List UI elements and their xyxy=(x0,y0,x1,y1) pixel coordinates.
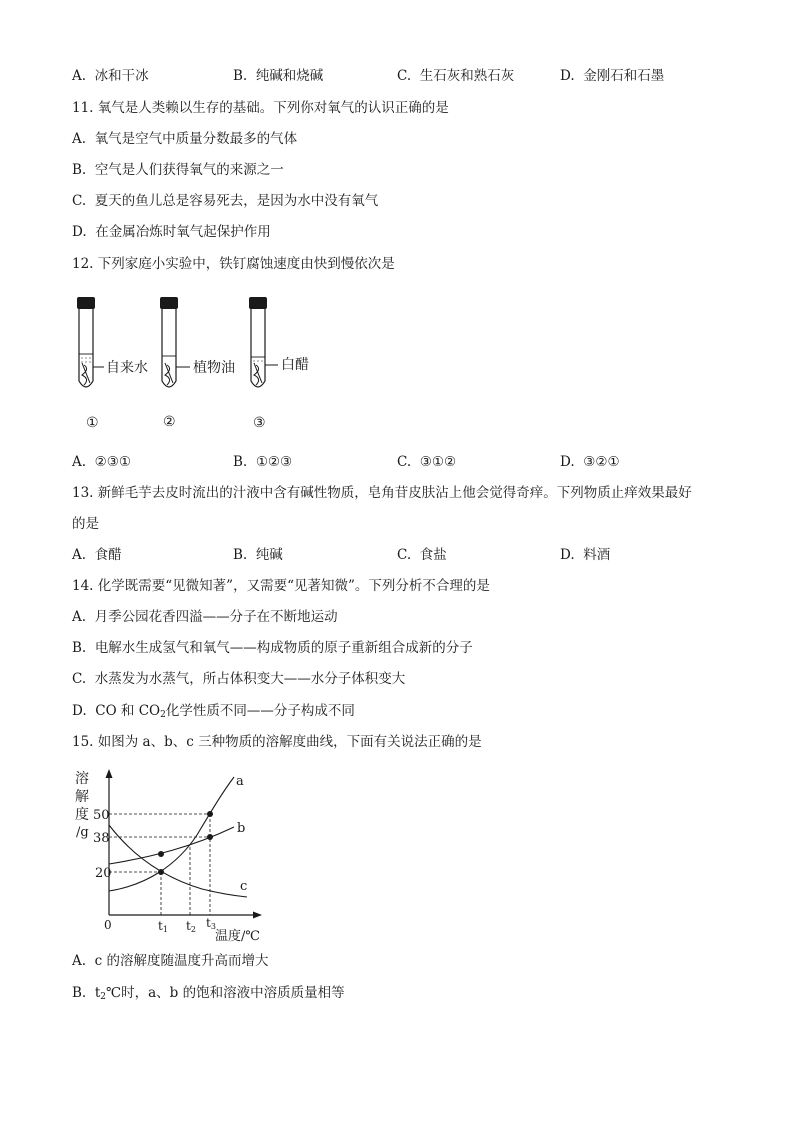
x-axis-arrow-icon xyxy=(253,912,262,919)
option-letter: A. xyxy=(72,953,87,969)
option-letter: B. xyxy=(72,985,87,1001)
tube-2-liquid-label: 植物油 xyxy=(193,360,235,376)
q11-option-b xyxy=(72,161,284,179)
q13-option-d xyxy=(560,546,610,564)
q11-stem: 11. 氧气是人类赖以生存的基础。下列你对氧气的认识正确的是 xyxy=(72,100,449,116)
curve-c-label: c xyxy=(240,879,248,894)
q13-option-b xyxy=(233,546,283,564)
option-letter: B. xyxy=(233,454,248,470)
x-tick-t1: t1 xyxy=(158,919,168,934)
option-text: ①②③ xyxy=(255,454,293,470)
curve-a-label: a xyxy=(236,774,244,789)
x-tick-t3: t3 xyxy=(206,916,216,931)
option-letter: C. xyxy=(397,547,412,563)
q15-option-b xyxy=(72,984,345,1006)
option-letter: D. xyxy=(72,224,87,240)
option-text: 氧气是空气中质量分数最多的气体 xyxy=(94,131,298,147)
option-letter: D. xyxy=(560,68,575,84)
x-tick-t2: t2 xyxy=(186,919,196,934)
origin-label: 0 xyxy=(104,918,112,932)
point-b-t1 xyxy=(158,851,164,857)
option-text-before: CO 和 CO xyxy=(95,703,161,719)
q12-option-d xyxy=(560,453,620,471)
curve-b-label: b xyxy=(237,821,246,836)
q14-option-c xyxy=(72,670,405,688)
q10-option-d xyxy=(560,67,664,85)
tube-3-number: ③ xyxy=(253,415,266,431)
q14-option-b xyxy=(72,639,473,657)
option-letter: C. xyxy=(397,454,412,470)
option-letter: B. xyxy=(72,162,87,178)
q12-option-a xyxy=(72,453,131,471)
q13-stem-line-1: 13. 新鲜毛芋去皮时流出的汁液中含有碱性物质，皂角苷皮肤沾上他会觉得奇痒。下列物质止痒效果最好 xyxy=(72,485,692,501)
option-text: 冰和干冰 xyxy=(94,68,149,84)
option-text: 空气是人们获得氧气的来源之一 xyxy=(94,162,284,178)
q13-option-a xyxy=(72,546,122,564)
q14-option-a xyxy=(72,608,338,626)
point-ac-t1 xyxy=(158,869,164,875)
guide-lines xyxy=(109,814,210,915)
option-letter: B. xyxy=(72,640,87,656)
option-text: ②③① xyxy=(94,454,131,470)
option-text-after: ℃时，a、b 的饱和溶液中溶质质量相等 xyxy=(105,985,345,1001)
q11-option-a xyxy=(72,130,297,148)
option-letter: A. xyxy=(72,68,87,84)
tube-1-number: ① xyxy=(86,415,99,431)
x-axis-label: 温度/℃ xyxy=(215,929,260,944)
option-letter: A. xyxy=(72,131,87,147)
option-text: 水蒸发为水蒸气，所占体积变大——水分子体积变大 xyxy=(94,671,406,687)
y-tick-38: 38 xyxy=(93,831,110,846)
solubility-curve-figure xyxy=(62,765,282,945)
option-text: 纯碱 xyxy=(255,547,283,563)
test-tubes-figure xyxy=(60,293,380,438)
y-tick-20: 20 xyxy=(95,866,112,881)
q12-stem: 12. 下列家庭小实验中，铁钉腐蚀速度由快到慢依次是 xyxy=(72,256,395,272)
q13-stem-line-2: 的是 xyxy=(72,516,99,532)
y-label-3: 度 xyxy=(75,807,89,823)
y-label-1: 溶 xyxy=(75,771,89,787)
q15-option-a xyxy=(72,952,269,970)
option-text: 月季公园花香四溢——分子在不断地运动 xyxy=(94,609,338,625)
option-letter: D. xyxy=(72,703,87,719)
option-text: 电解水生成氢气和氧气——构成物质的原子重新组合成新的分子 xyxy=(94,640,473,656)
q12-option-c xyxy=(397,453,456,471)
q11-option-d xyxy=(72,223,271,241)
option-text: 生石灰和熟石灰 xyxy=(419,68,515,84)
y-label-4: /g xyxy=(76,825,89,840)
option-text: ③②① xyxy=(583,454,620,470)
point-b-t3 xyxy=(207,834,213,840)
option-letter: C. xyxy=(397,68,412,84)
option-letter: A. xyxy=(72,547,87,563)
q13-option-c xyxy=(397,546,447,564)
option-text: 纯碱和烧碱 xyxy=(255,68,324,84)
option-text: c 的溶解度随温度升高而增大 xyxy=(94,953,269,969)
q10-option-b xyxy=(233,67,323,85)
point-a-t3 xyxy=(207,811,213,817)
q15-stem: 15. 如图为 a、b、c 三种物质的溶解度曲线，下面有关说法正确的是 xyxy=(72,734,482,750)
option-text: 在金属冶炼时氧气起保护作用 xyxy=(95,224,271,240)
test-tube-2 xyxy=(160,297,190,387)
option-text: 食醋 xyxy=(94,547,122,563)
option-text-before: t xyxy=(94,985,101,1001)
y-label-2: 解 xyxy=(75,789,89,805)
option-text: ③①② xyxy=(419,454,457,470)
option-letter: A. xyxy=(72,609,87,625)
y-tick-50: 50 xyxy=(93,808,110,823)
option-letter: A. xyxy=(72,454,87,470)
subscript: 2 xyxy=(160,710,166,720)
option-text-after: 化学性质不同——分子构成不同 xyxy=(165,703,355,719)
curve-a xyxy=(109,777,234,891)
option-text: 夏天的鱼儿总是容易死去，是因为水中没有氧气 xyxy=(94,193,379,209)
option-letter: D. xyxy=(560,547,575,563)
option-text: 料酒 xyxy=(583,547,611,563)
test-tube-3 xyxy=(249,297,278,387)
tube-3-liquid-label: 白醋 xyxy=(281,357,309,373)
option-letter: C. xyxy=(72,671,87,687)
q14-stem: 14. 化学既需要“见微知著”，又需要“见著知微”。下列分析不合理的是 xyxy=(72,578,490,594)
subscript: 2 xyxy=(100,992,106,1002)
option-text: 食盐 xyxy=(419,547,447,563)
q10-option-a xyxy=(72,67,149,85)
q14-option-d xyxy=(72,702,355,724)
tube-1-liquid-label: 自来水 xyxy=(106,360,148,376)
option-letter: B. xyxy=(233,68,248,84)
y-axis-arrow-icon xyxy=(106,769,113,778)
test-tube-1 xyxy=(77,297,104,387)
tube-2-number: ② xyxy=(163,414,176,430)
q10-option-c xyxy=(397,67,514,85)
option-text: 金刚石和石墨 xyxy=(583,68,665,84)
q11-option-c xyxy=(72,192,378,210)
q12-option-b xyxy=(233,453,292,471)
option-letter: D. xyxy=(560,454,575,470)
option-letter: B. xyxy=(233,547,248,563)
option-letter: C. xyxy=(72,193,87,209)
